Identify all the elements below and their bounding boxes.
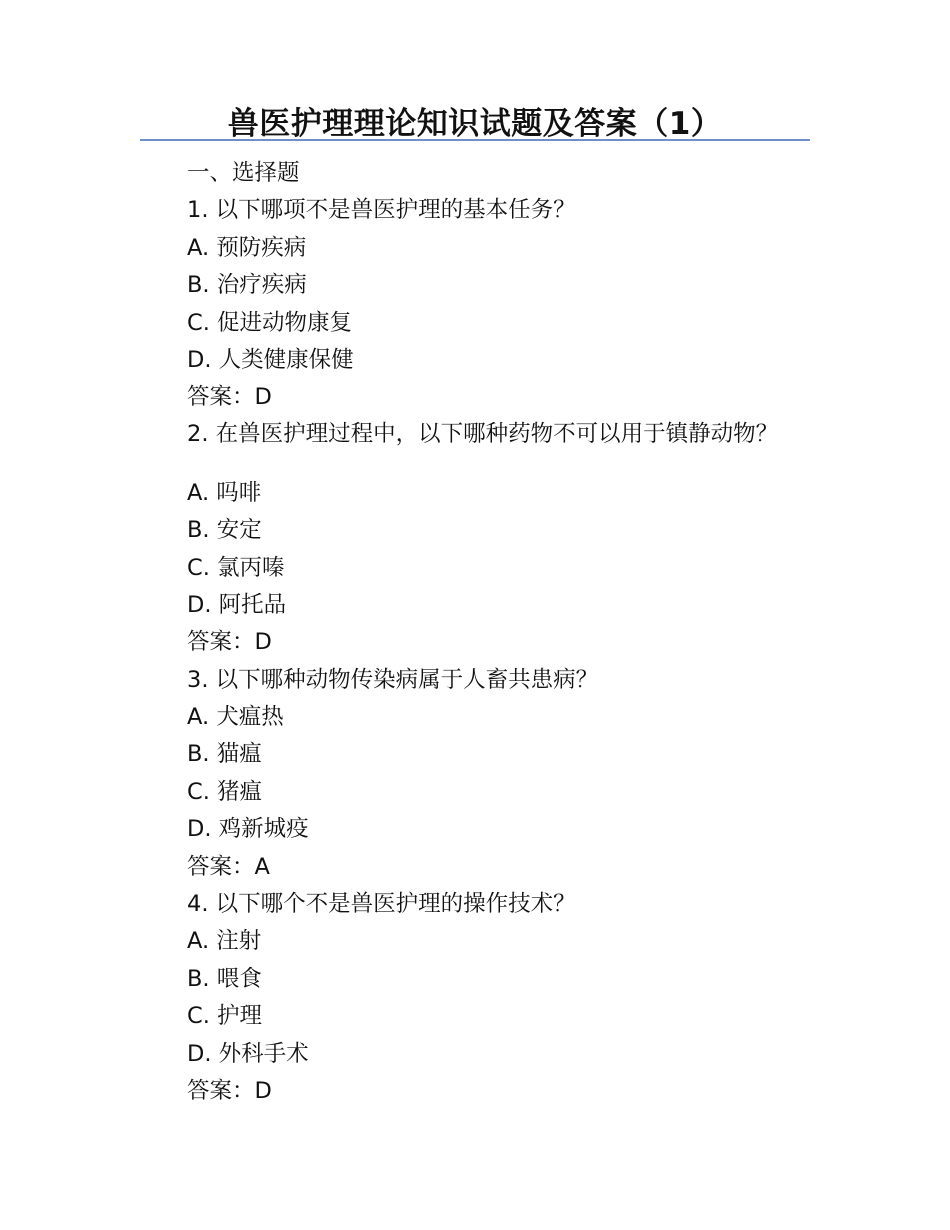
question-option: B. 喂食 <box>187 965 262 992</box>
question-option: B. 猫瘟 <box>187 741 262 768</box>
question-option: B. 安定 <box>187 517 262 544</box>
question-option: D. 阿托品 <box>187 591 287 618</box>
document-title: 兽医护理理论知识试题及答案（1） <box>227 106 723 142</box>
question-option: A. 吗啡 <box>187 479 262 506</box>
question-option: C. 氯丙嗪 <box>187 554 285 581</box>
question-option: C. 护理 <box>187 1003 263 1030</box>
section-heading: 一、选择题 <box>187 160 300 186</box>
question-text: 4. 以下哪个不是兽医护理的操作技术？ <box>187 891 576 918</box>
question-option: A. 注射 <box>187 928 262 955</box>
question-option: A. 预防疾病 <box>187 234 307 261</box>
question-option: D. 鸡新城疫 <box>187 816 309 843</box>
question-text: 3. 以下哪种动物传染病属于人畜共患病？ <box>187 666 599 693</box>
question-answer: 答案：D <box>187 384 272 411</box>
question-answer: 答案：A <box>187 853 270 880</box>
question-answer: 答案：D <box>187 1077 272 1104</box>
document-body <box>140 155 810 1110</box>
question-answer: 答案：D <box>187 629 272 656</box>
question-text: 2. 在兽医护理过程中，以下哪种药物不可以用于镇静动物？ <box>187 420 779 447</box>
question-option: A. 犬瘟热 <box>187 704 284 731</box>
question-option: D. 人类健康保健 <box>187 346 354 373</box>
question-option: C. 猪瘟 <box>187 778 263 805</box>
question-text: 1. 以下哪项不是兽医护理的基本任务？ <box>187 197 576 224</box>
question-option: D. 外科手术 <box>187 1040 309 1067</box>
question-option: B. 治疗疾病 <box>187 272 307 299</box>
title-underline <box>140 139 810 141</box>
question-option: C. 促进动物康复 <box>187 309 353 336</box>
